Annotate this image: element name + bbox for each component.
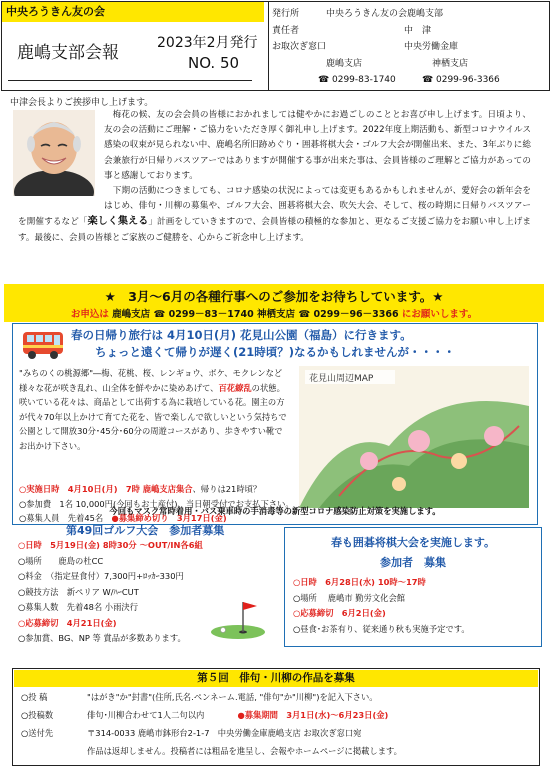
apply-end: にお願いします。 (401, 309, 478, 320)
greeting-paragraph-2: 下期の活動につきましても、コロナ感染の状況によっては変更もあるかもしれませんが、愛好会の新年会をはじめ、俳句・川柳の募集や、ゴルフ大会、囲碁将棋大会、吹矢大会、そして、桜の時期に日帰りバスツアーを開催するなど「楽しく集える」計画をしていきますので、会員皆様の積極的な参加と、更なるご支援ご協力をお願い申し上げます。最後に、会員の皆様とご家族のご健勝を、心からご祈念申し上げます。 (18, 186, 531, 243)
greeting-heading: 中津会長よりご挨拶申し上げます。 (10, 98, 154, 108)
golf-deadline: ○応募締切 4月21日(金) (18, 617, 117, 628)
spring-trip-section (12, 323, 538, 525)
go-lunch: ○昼食･お茶有り、従来通り秋も実施予定です。 (293, 623, 470, 634)
row-value: 作品は返却しません。投稿者には粗品を進呈し、会報やホームページに掲載します。 (87, 746, 402, 756)
phone-icon: ☎ (422, 75, 434, 85)
go-place: ○場所 鹿嶋市 勤労文化会館 (293, 592, 406, 603)
org-name: 中央ろうきん友の会 (2, 2, 264, 22)
golf-details (18, 538, 203, 647)
go-shogi-title: 春も囲碁将棋大会を実施します。 (330, 536, 496, 549)
editor-label: 責任者 (272, 25, 300, 36)
editor-value: 中 津 (404, 25, 432, 36)
events-banner (4, 284, 544, 322)
row-label: ○送付先 (21, 728, 54, 738)
publisher-value: 中央ろうきん友の会鹿嶋支部 (326, 9, 444, 19)
greeting-body (18, 108, 531, 246)
haiku-title: 第５回 俳句・川柳の作品を募集 (14, 670, 538, 687)
golf-prize: ○参加賞、BG、NP 等 賞品が多数あります。 (18, 633, 186, 643)
phone-icon: ☎ (318, 75, 330, 85)
issue-date: 2023年2月発行 (157, 35, 258, 51)
banner-apply-line (4, 306, 544, 320)
branch-name: 鹿嶋支店 (326, 58, 363, 69)
newsletter-title: 鹿嶋支部会報 (17, 43, 119, 63)
phone-number: ☎ 0299－83－1740 (153, 309, 254, 320)
spring-trip-title: 春の日帰り旅行は 4月10日(月) 花見山公園（福島）に行きます。 (71, 328, 412, 342)
row-label: ○投稿数 (21, 710, 54, 720)
golf-title: 第49回ゴルフ大会 参加者募集 (66, 524, 225, 537)
apply-label: お申込は (70, 309, 109, 320)
description-text: の状態。咲いている花々は、商品として出荷する為に栽培している花。園主の方が代々70年以上かけて育てた花を、皆で楽しんで欲しいという気持ちで公園として開放30分･45分･60分の周遊コースがあり、歩きやすい靴でお出かけ下さい。 (19, 382, 287, 451)
divider (268, 2, 269, 90)
go-deadline: ○応募締切 6月2日(金) (293, 608, 386, 618)
publisher-info (270, 6, 550, 88)
publisher-label: 発行所 (272, 9, 300, 19)
phone-number: 0299-83-1740 (332, 75, 396, 85)
fee-line: ○参加費 1名 10,000円(今回もお土産付)、当日朝受付でお支払下さい。 (19, 498, 294, 509)
map-label: 花見山周辺MAP (309, 374, 374, 384)
divider (8, 80, 252, 81)
branch-name: 神栖支店 (432, 58, 469, 69)
golf-place: ○場所 鹿島の杜CC (18, 555, 104, 566)
row-value: "はがき"か"封書"(住所,氏名.ペンネーム.電話, "俳句"か"川柳")を記入下さい。 (87, 692, 378, 702)
issue-number: NO. 50 (188, 54, 240, 72)
haiku-section (12, 668, 540, 766)
date-tail: 、帰りは21時頃？ (192, 484, 262, 494)
description-emphasis: 百花繚乱 (218, 382, 252, 393)
golf-fee: ○料金 （指定昼食付）7,300円+ﾛｯｶｰ330円 (18, 571, 184, 581)
haiku-row (21, 727, 361, 739)
newsletter-header (1, 1, 550, 91)
phone-number: 0299-96-3366 (436, 75, 500, 85)
row-value: 俳句･川柳合わせて1人二句以内 (87, 710, 205, 720)
golf-date: ○日時 5月19日(金) 8時30分 ～OUT/IN各6組 (18, 540, 203, 550)
go-date: ○日時 6月28日(水) 10時～17時 (293, 577, 426, 587)
description-text: "みちのくの桃源郷"―梅、花桃、桜、レンギョウ、ボケ、モクレンなど様々な花が咲き乱れ、山全体を鮮やかに染めあげて、 (19, 368, 283, 393)
golf-section (14, 518, 279, 673)
banner-headline: ★ 3月～6月の各種行事へのご参加をお待ちしています。★ (104, 289, 444, 304)
phone-number: ☎ 0299－96－3366 (298, 309, 399, 320)
date-value: 4月10日(月) 7時 鹿嶋支店集合 (67, 484, 193, 494)
golf-method: ○競技方法 新ペリア W/ﾊｰCUT (18, 586, 139, 597)
golf-flag-icon (209, 596, 267, 640)
haiku-row (21, 745, 402, 757)
branch-name: 神栖支店 (257, 309, 296, 320)
recruit-line: ○募集人員 先着45名 (19, 513, 104, 524)
date-label: ○実施日時 (19, 484, 60, 494)
go-shogi-section (284, 527, 542, 647)
haiku-row (21, 691, 378, 703)
go-shogi-details (293, 575, 470, 637)
greeting-highlight: 楽しく集える (87, 216, 149, 228)
bus-icon (21, 328, 65, 362)
go-shogi-subtitle: 参加者 募集 (380, 556, 446, 569)
golf-capacity: ○募集人数 先着48名 小雨決行 (18, 602, 138, 612)
row-value: 〒314-0033 鹿嶋市鉢形台2-1-7 中央労働金庫鹿嶋支店 お取次ぎ窓口宛 (87, 728, 362, 738)
haiku-row (21, 709, 388, 721)
inquiry-label: お取次ぎ窓口 (272, 42, 327, 52)
inquiry-value: 中央労働金庫 (404, 42, 459, 52)
deadline-line: ●募集締め切り 3月17日(金) (111, 513, 227, 524)
branch-name: 鹿嶋支店 (112, 309, 151, 320)
period-value: ●募集期間 3月1日(水)～6月23日(金) (237, 710, 389, 720)
spring-trip-subtitle: ちょっと遠くて帰りが遅く(21時頃？)なるかもしれませんが・・・・ (95, 345, 456, 359)
greeting-paragraph: 梅花の候、友の会会員の皆様におかれましては健やかにお過ごしのこととお喜び申し上げます。日頃より、友の会の活動にご理解・ご協力をいただき厚く御礼申し上げます。2022年度上期活動も、新型コロナウイルス感染の収束が見られない中、鹿嶋名所旧跡めぐり・囲碁将棋大会・ゴルフ大会が開催出来、また、3年ぶりに総会兼旅行が日帰りバスツアーではありますが開催する事が出来た事は、会員皆様のご理解とご協力があっての事と感謝しております。 (104, 110, 531, 181)
row-label: ○投 稿 (21, 692, 48, 702)
covid-note: 今回もマスク常時着用・バス乗車時の手消毒等の新型コロナ感染防止対策を実施します。 (109, 506, 441, 516)
